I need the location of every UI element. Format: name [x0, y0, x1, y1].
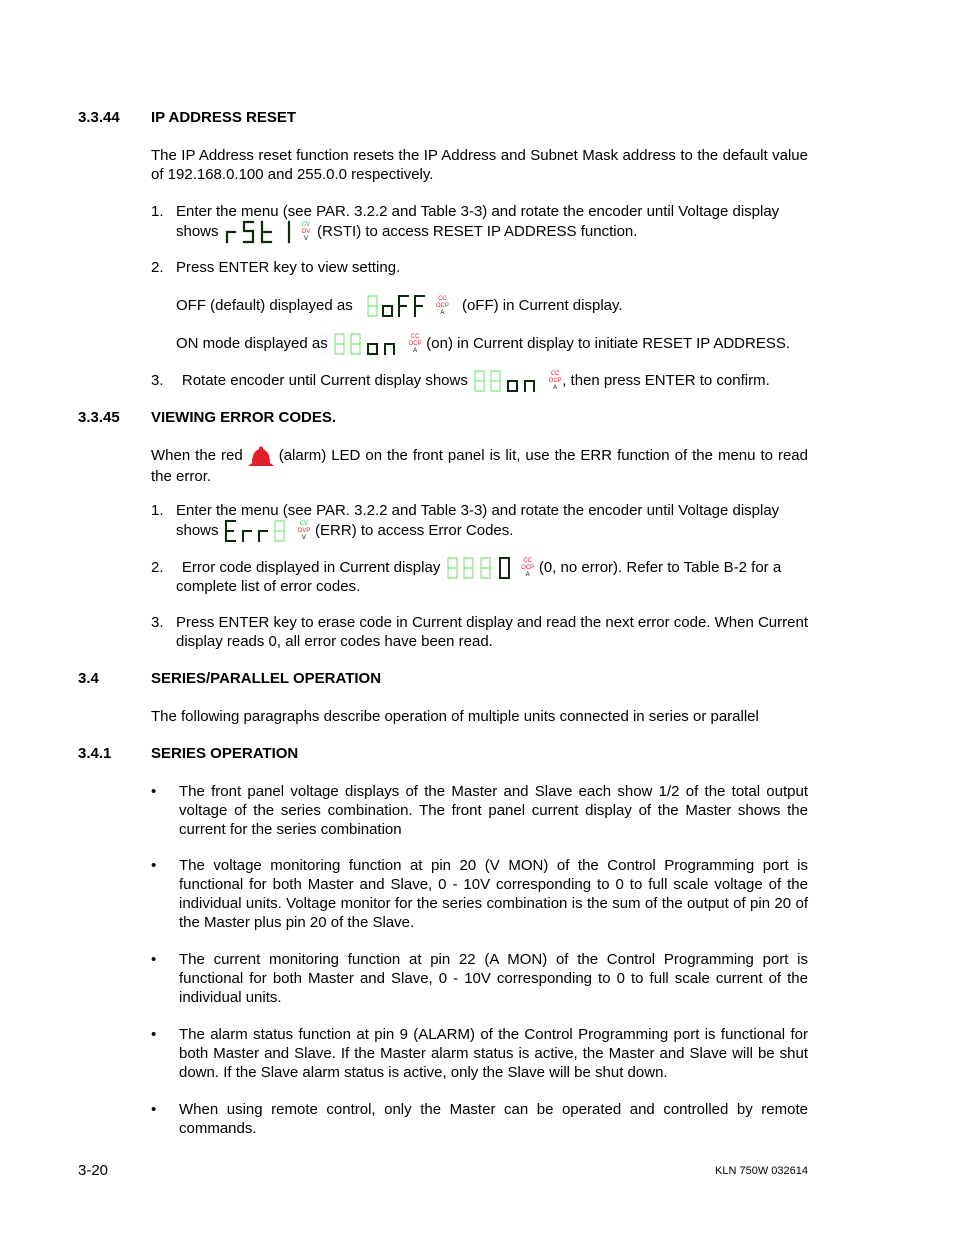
section-title: VIEWING ERROR CODES. — [151, 409, 337, 426]
step-1-line2 — [176, 516, 513, 546]
step-2 — [151, 258, 808, 278]
list-item-text: When using remote control, only the Master can be operated and controlled by remote commands. — [179, 1101, 808, 1137]
line-text: (on) in Current display to initiate RESET IP ADDRESS. — [426, 335, 791, 352]
step-1-line2 — [176, 217, 637, 247]
step-text: (ERR) to access Error Codes. — [315, 522, 514, 539]
line-text: ON mode displayed as — [176, 335, 328, 352]
step-3 — [151, 366, 808, 396]
line-text: OFF (default) displayed as — [176, 297, 353, 314]
current-display-off — [365, 293, 431, 319]
bullet-icon: • — [151, 857, 157, 874]
step-text: , then press ENTER to confirm. — [562, 372, 770, 389]
section-number: 3.3.44 — [78, 109, 120, 126]
paragraph — [151, 445, 808, 486]
current-display-zero — [445, 555, 517, 581]
section-number: 3.4 — [78, 670, 99, 687]
step-text: Rotate encoder until Current display shows — [181, 372, 468, 389]
list-item — [151, 782, 808, 842]
step-text: shows — [176, 223, 219, 240]
current-display-on — [332, 331, 404, 357]
step-number: 2. — [151, 559, 164, 576]
step-number: 3. — [151, 614, 164, 631]
paragraph: The IP Address reset function resets the IP Address and Subnet Mask address to the default value of 192.168.0.100 and 255.0.0 respectively. — [151, 147, 808, 183]
bullet-icon: • — [151, 951, 157, 968]
section-title: SERIES OPERATION — [151, 745, 299, 762]
step-number: 1. — [151, 502, 164, 519]
current-indicator-icon: CC OCP A — [521, 557, 535, 578]
voltage-indicator-icon: CV OVP V — [297, 520, 311, 541]
paragraph-text: (alarm) LED on the front panel is lit, use the ERR function of the menu to read the error. — [151, 446, 808, 485]
section-number: 3.4.1 — [78, 745, 112, 762]
line-text: (oFF) in Current display. — [461, 297, 623, 314]
section-number: 3.3.45 — [78, 409, 120, 426]
step-text: shows — [176, 522, 219, 539]
bullet-icon: • — [151, 1026, 157, 1043]
list-item — [151, 1025, 808, 1083]
step-text: Enter the menu (see PAR. 3.2.2 and Table 3-3) and rotate the encoder until Voltage display — [176, 502, 780, 519]
step-number: 3. — [151, 372, 164, 389]
step-text: (0, no error). Refer to Table B-2 for a — [538, 559, 782, 576]
step-3 — [151, 613, 808, 653]
list-item — [151, 856, 808, 934]
step-text: Error code displayed in Current display — [181, 559, 441, 576]
step-text: Press ENTER key to erase code in Current display and read the next error code. When Current display reads 0, all error codes have been read. — [176, 614, 808, 650]
bullet-icon: • — [151, 783, 157, 800]
list-item-text: The current monitoring function at pin 22 (A MON) of the Control Programming port is functional for both Master and Slave, 0 - 10V corresponding to 0 to full scale current of the individual units. — [179, 951, 808, 1006]
current-indicator-icon: CC OCP A — [435, 295, 449, 316]
step-number: 1. — [151, 203, 164, 220]
list-item — [151, 1100, 808, 1140]
list-item-text: The alarm status function at pin 9 (ALARM) of the Control Programming port is functional for both Master and Slave. If the Master alarm status is active, the Master and Slave will be shut down. If the Slave alarm status is active, only the Slave will be shut down. — [179, 1026, 808, 1081]
current-indicator-icon: CC OCP A — [548, 370, 562, 391]
step-text: Press ENTER key to view setting. — [176, 259, 401, 276]
list-item-text: The voltage monitoring function at pin 20 (V MON) of the Control Programming port is functional for both Master and Slave, 0 - 10V corresponding to 0 to full scale voltage of the individual units. Voltage monitor for the series combination is the sum of the output of pin 20 of the Master plus pin 20 of the Slave. — [179, 857, 808, 931]
voltage-display-rsti — [223, 219, 295, 245]
list-item — [151, 950, 808, 1008]
voltage-indicator-icon: CV OV V — [301, 221, 311, 242]
paragraph-text: When the red — [151, 446, 243, 464]
bullet-icon: • — [151, 1101, 157, 1118]
document-id: KLN 750W 032614 — [715, 1165, 808, 1177]
paragraph: The following paragraphs describe operation of multiple units connected in series or parallel — [151, 708, 759, 725]
current-display-on — [472, 368, 544, 394]
step-2-line2: complete list of error codes. — [176, 578, 361, 595]
section-title: IP ADDRESS RESET — [151, 109, 297, 126]
off-line — [176, 291, 623, 321]
voltage-display-err — [223, 518, 293, 544]
list-item-text: The front panel voltage displays of the Master and Slave each show 1/2 of the total output voltage of the series combination. The front panel current display of the Master shows the current for the series combination — [179, 783, 808, 838]
section-title: SERIES/PARALLEL OPERATION — [151, 670, 382, 687]
alarm-icon — [246, 445, 276, 467]
on-line — [176, 329, 790, 359]
step-text: Enter the menu (see PAR. 3.2.2 and Table 3-3) and rotate the encoder until Voltage display — [176, 203, 780, 220]
step-number: 2. — [151, 259, 164, 276]
current-indicator-icon: CC OCP A — [408, 333, 422, 354]
step-text: (RSTI) to access RESET IP ADDRESS function. — [317, 223, 638, 240]
page-number: 3-20 — [78, 1162, 109, 1179]
